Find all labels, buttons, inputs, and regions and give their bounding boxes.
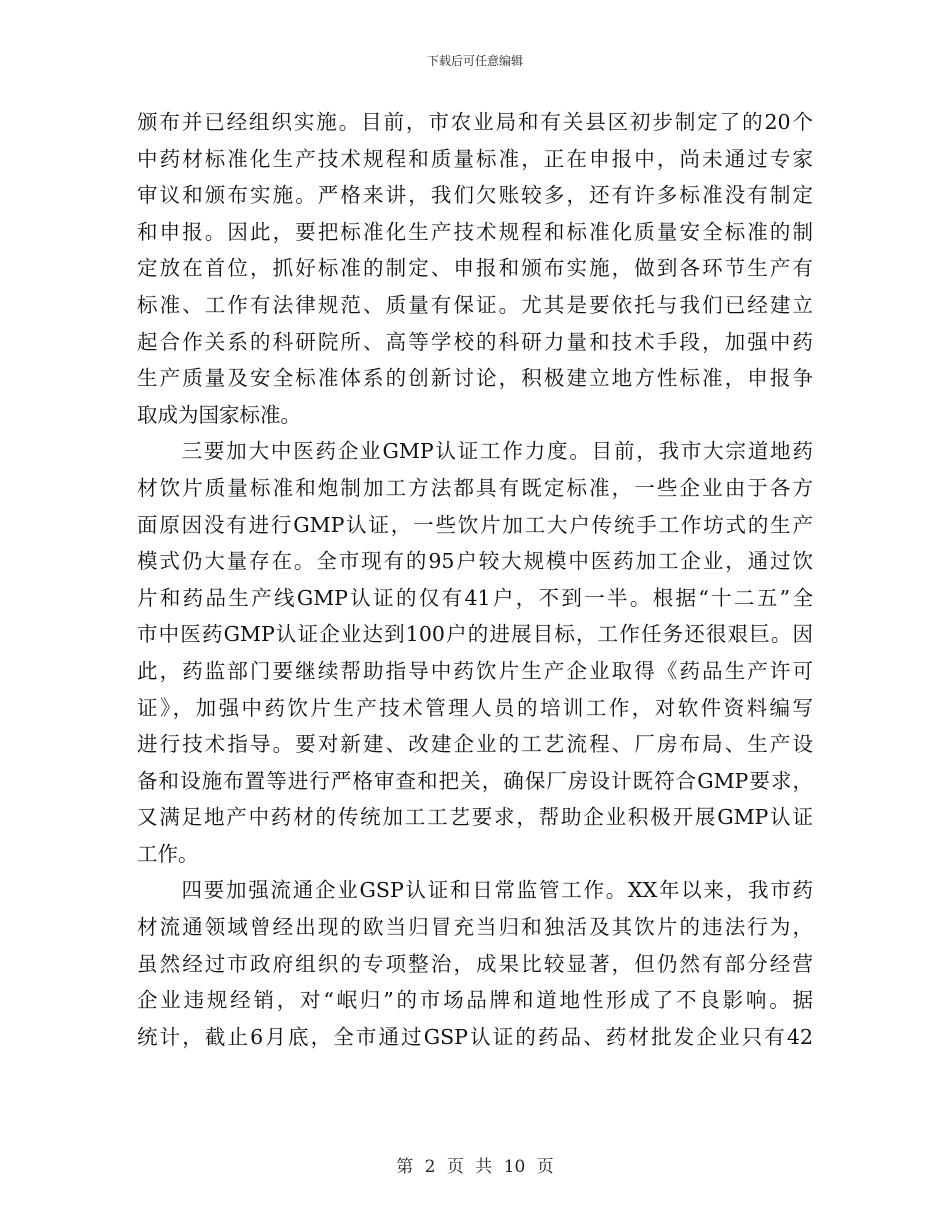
text-line: 片和药品生产线GMP认证的仅有41户，不到一半。根据“十二五”全	[137, 585, 813, 610]
text-line: 市中医药GMP认证企业达到100户的进展目标，工作任务还很艰巨。因	[137, 622, 813, 647]
text-line: 材饮片质量标准和炮制加工方法都具有既定标准，一些企业由于各方	[137, 475, 813, 500]
page-header: 下载后可任意编辑	[426, 54, 523, 68]
text-line: 定放在首位，抓好标准的制定、申报和颁布实施，做到各环节生产有	[137, 256, 813, 281]
text-line: 证》，加强中药饮片生产技术管理人员的培训工作，对软件资料编写	[137, 695, 813, 720]
text-line: 工作。	[137, 841, 199, 866]
text-line: 模式仍大量存在。全市现有的95户较大规模中医药加工企业，通过饮	[137, 549, 813, 574]
text-line: 面原因没有进行GMP认证，一些饮片加工大户传统手工作坊式的生产	[137, 512, 813, 537]
text-line: 四要加强流通企业GSP认证和日常监管工作。XX年以来，我市药	[137, 878, 813, 903]
text-line: 中药材标准化生产技术规程和质量标准，正在申报中，尚未通过专家	[137, 146, 813, 171]
text-line: 又满足地产中药材的传统加工工艺要求，帮助企业积极开展GMP认证	[137, 805, 813, 830]
page-number: 第 2 页 共 10 页	[396, 1157, 554, 1177]
text-line: 取成为国家标准。	[137, 402, 301, 427]
text-line: 材流通领域曾经出现的欧当归冒充当归和独活及其饮片的违法行为，	[137, 915, 813, 940]
text-line: 标准、工作有法律规范、质量有保证。尤其是要依托与我们已经建立	[137, 292, 813, 317]
text-line: 虽然经过市政府组织的专项整治，成果比较显著，但仍然有部分经营	[137, 951, 813, 976]
text-line: 三要加大中医药企业GMP认证工作力度。目前，我市大宗道地药	[137, 439, 813, 464]
text-line: 审议和颁布实施。严格来讲，我们欠账较多，还有许多标准没有制定	[137, 183, 813, 208]
text-line: 统计，截止6月底，全市通过GSP认证的药品、药材批发企业只有42	[137, 1024, 813, 1049]
text-line: 进行技术指导。要对新建、改建企业的工艺流程、厂房布局、生产设	[137, 732, 813, 757]
text-line: 和申报。因此，要把标准化生产技术规程和标准化质量安全标准的制	[137, 219, 813, 244]
text-line: 企业违规经销，对“岷归”的市场品牌和道地性形成了不良影响。据	[137, 988, 813, 1013]
text-line: 此，药监部门要继续帮助指导中药饮片生产企业取得《药品生产许可	[137, 658, 813, 683]
text-line: 起合作关系的科研院所、高等学校的科研力量和技术手段，加强中药	[137, 329, 813, 354]
text-line: 生产质量及安全标准体系的创新讨论，积极建立地方性标准，申报争	[137, 366, 813, 391]
text-line: 颁布并已经组织实施。目前，市农业局和有关县区初步制定了的20个	[137, 110, 813, 134]
document-body	[137, 104, 813, 1055]
text-line: 备和设施布置等进行严格审查和把关，确保厂房设计既符合GMP要求，	[137, 768, 813, 793]
